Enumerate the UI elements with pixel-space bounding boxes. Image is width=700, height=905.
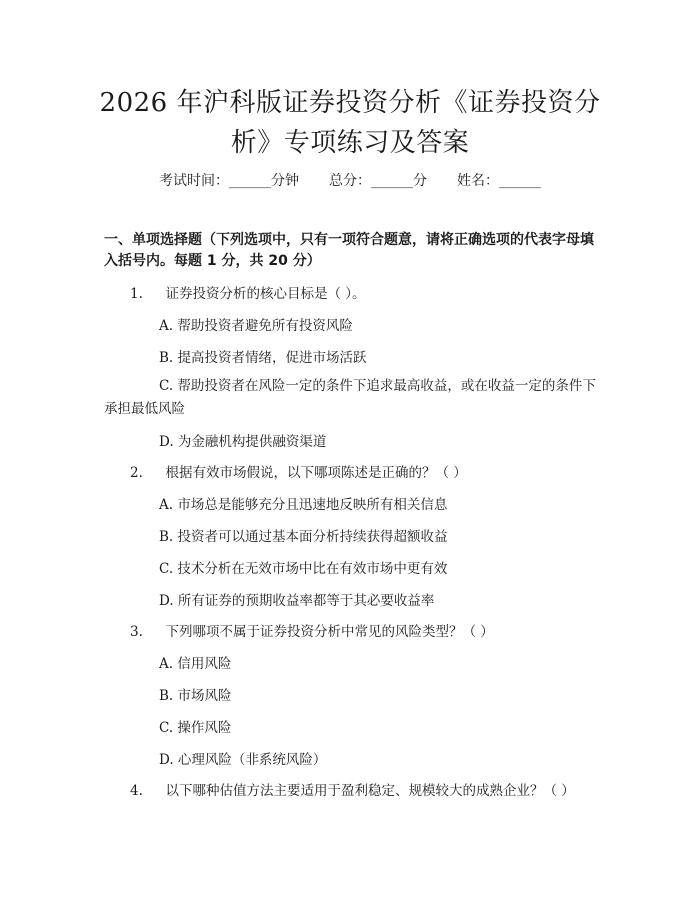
question-2 xyxy=(130,461,467,481)
option-2b: B. 投资者可以通过基本面分析持续获得超额收益 xyxy=(159,529,448,545)
question-1 xyxy=(130,282,366,302)
exam-meta xyxy=(0,170,700,190)
title-line-1: 2026 年沪科版证券投资分析《证券投资分 xyxy=(99,88,601,118)
question-number: 4. xyxy=(130,783,143,799)
option-2a: A. 市场总是能够充分且迅速地反映所有相关信息 xyxy=(159,497,448,513)
question-4 xyxy=(130,779,575,799)
option-2d: D. 所有证券的预期收益率都等于其必要收益率 xyxy=(159,593,435,609)
section-heading: 一、单项选择题（下列选项中，只有一项符合题意，请将正确选项的代表字母填入括号内。每题 1 分，共 20 分） xyxy=(104,232,594,269)
option-3b: B. 市场风险 xyxy=(159,688,232,704)
exam-time-label: 考试时间：______分钟 xyxy=(159,173,299,189)
question-number: 3. xyxy=(130,624,143,640)
total-score-label: 总分：______分 xyxy=(329,173,427,189)
option-3c: C. 操作风险 xyxy=(159,720,232,736)
document-title xyxy=(90,83,610,163)
option-1d: D. 为金融机构提供融资渠道 xyxy=(159,434,327,450)
option-2c: C. 技术分析在无效市场中比在有效市场中更有效 xyxy=(159,561,448,577)
question-text: 下列哪项不属于证券投资分析中常见的风险类型？（ ） xyxy=(165,624,494,640)
question-number: 1. xyxy=(130,286,143,302)
option-3d: D. 心理风险（非系统风险） xyxy=(159,752,327,768)
question-text: 根据有效市场假说，以下哪项陈述是正确的？（ ） xyxy=(165,465,467,481)
question-number: 2. xyxy=(130,465,143,481)
option-1c: C. 帮助投资者在风险一定的条件下追求最高收益，或在收益一定的条件下承担最低风险 xyxy=(104,378,596,417)
question-3 xyxy=(130,620,494,640)
title-line-2: 析》专项练习及答案 xyxy=(230,128,470,158)
question-text: 证券投资分析的核心目标是（ ）。 xyxy=(165,286,366,302)
option-1b: B. 提高投资者情绪，促进市场活跃 xyxy=(159,350,367,366)
option-1a: A. 帮助投资者避免所有投资风险 xyxy=(159,318,353,334)
question-text: 以下哪种估值方法主要适用于盈利稳定、规模较大的成熟企业？（ ） xyxy=(165,783,575,799)
name-label: 姓名：______ xyxy=(457,173,541,189)
option-3a: A. 信用风险 xyxy=(159,656,232,672)
